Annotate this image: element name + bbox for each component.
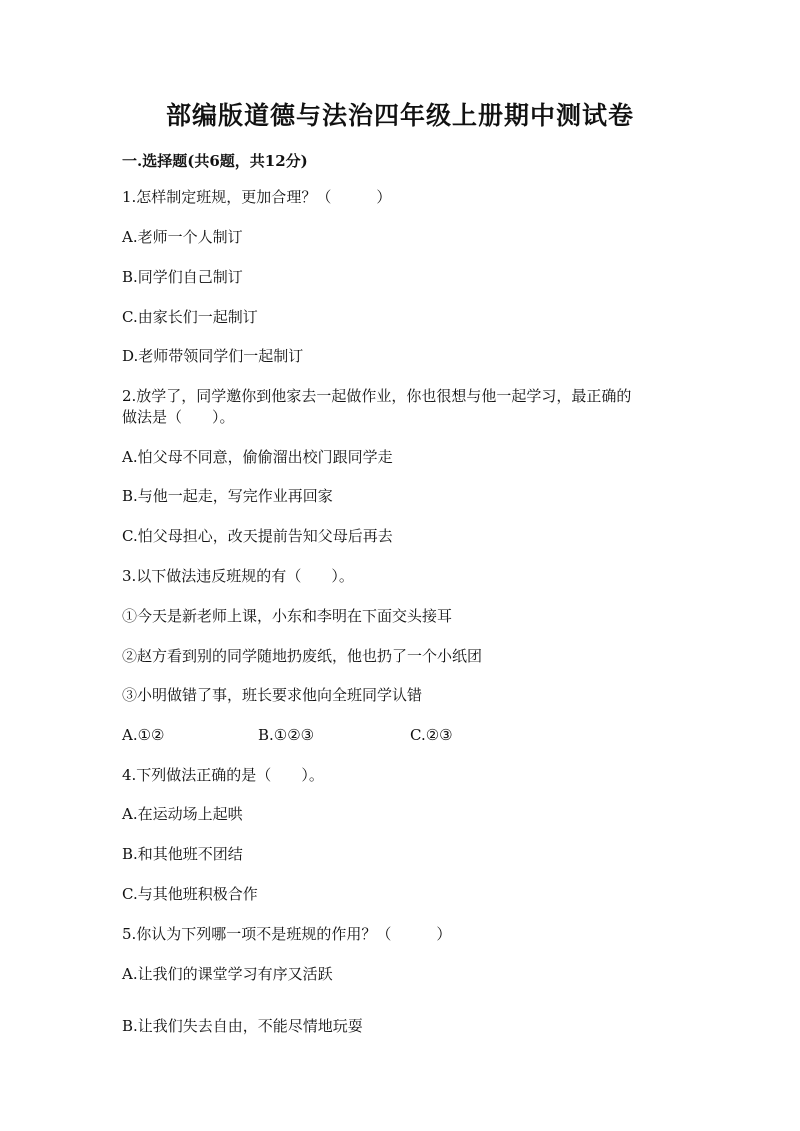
question-1-option-a: A.老师一个人制订 bbox=[122, 228, 243, 246]
question-5-option-b: B.让我们失去自由，不能尽情地玩耍 bbox=[122, 1017, 363, 1035]
question-3-option-c: C.②③ bbox=[410, 726, 453, 744]
question-4-option-a: A.在运动场上起哄 bbox=[122, 805, 243, 823]
question-2-option-b: B.与他一起走，写完作业再回家 bbox=[122, 487, 333, 505]
question-2-option-c: C.怕父母担心，改天提前告知父母后再去 bbox=[122, 527, 393, 545]
question-1-option-c: C.由家长们一起制订 bbox=[122, 308, 258, 326]
question-3-statement-3: ③小明做错了事，班长要求他向全班同学认错 bbox=[122, 686, 423, 704]
question-5-stem: 5.你认为下列哪一项不是班规的作用？（ ） bbox=[122, 925, 452, 943]
question-3-statement-2: ②赵方看到别的同学随地扔废纸，他也扔了一个小纸团 bbox=[122, 647, 483, 665]
question-1-stem: 1.怎样制定班规，更加合理？（ ） bbox=[122, 188, 392, 206]
question-3-statement-1: ①今天是新老师上课，小东和李明在下面交头接耳 bbox=[122, 607, 453, 625]
question-4-stem: 4.下列做法正确的是（ ）。 bbox=[122, 766, 324, 784]
question-1-option-b: B.同学们自己制订 bbox=[122, 268, 243, 286]
page-title: 部编版道德与法治四年级上册期中测试卷 bbox=[165, 101, 634, 130]
question-5-option-a: A.让我们的课堂学习有序又活跃 bbox=[122, 965, 333, 983]
question-3-option-a: A.①② bbox=[122, 726, 165, 744]
question-1-option-d: D.老师带领同学们一起制订 bbox=[122, 347, 304, 365]
question-3-options bbox=[122, 724, 682, 746]
question-4-option-b: B.和其他班不团结 bbox=[122, 845, 243, 863]
question-2-stem-line2: 做法是（ ）。 bbox=[122, 408, 235, 426]
section-heading: 一.选择题(共6题，共12分) bbox=[122, 152, 308, 170]
question-3-stem: 3.以下做法违反班规的有（ ）。 bbox=[122, 567, 354, 585]
question-3-option-b: B.①②③ bbox=[258, 726, 315, 744]
question-2-option-a: A.怕父母不同意，偷偷溜出校门跟同学走 bbox=[122, 448, 393, 466]
question-4-option-c: C.与其他班积极合作 bbox=[122, 885, 258, 903]
question-2-stem-line1: 2.放学了，同学邀你到他家去一起做作业，你也很想与他一起学习，最正确的 bbox=[122, 387, 632, 405]
